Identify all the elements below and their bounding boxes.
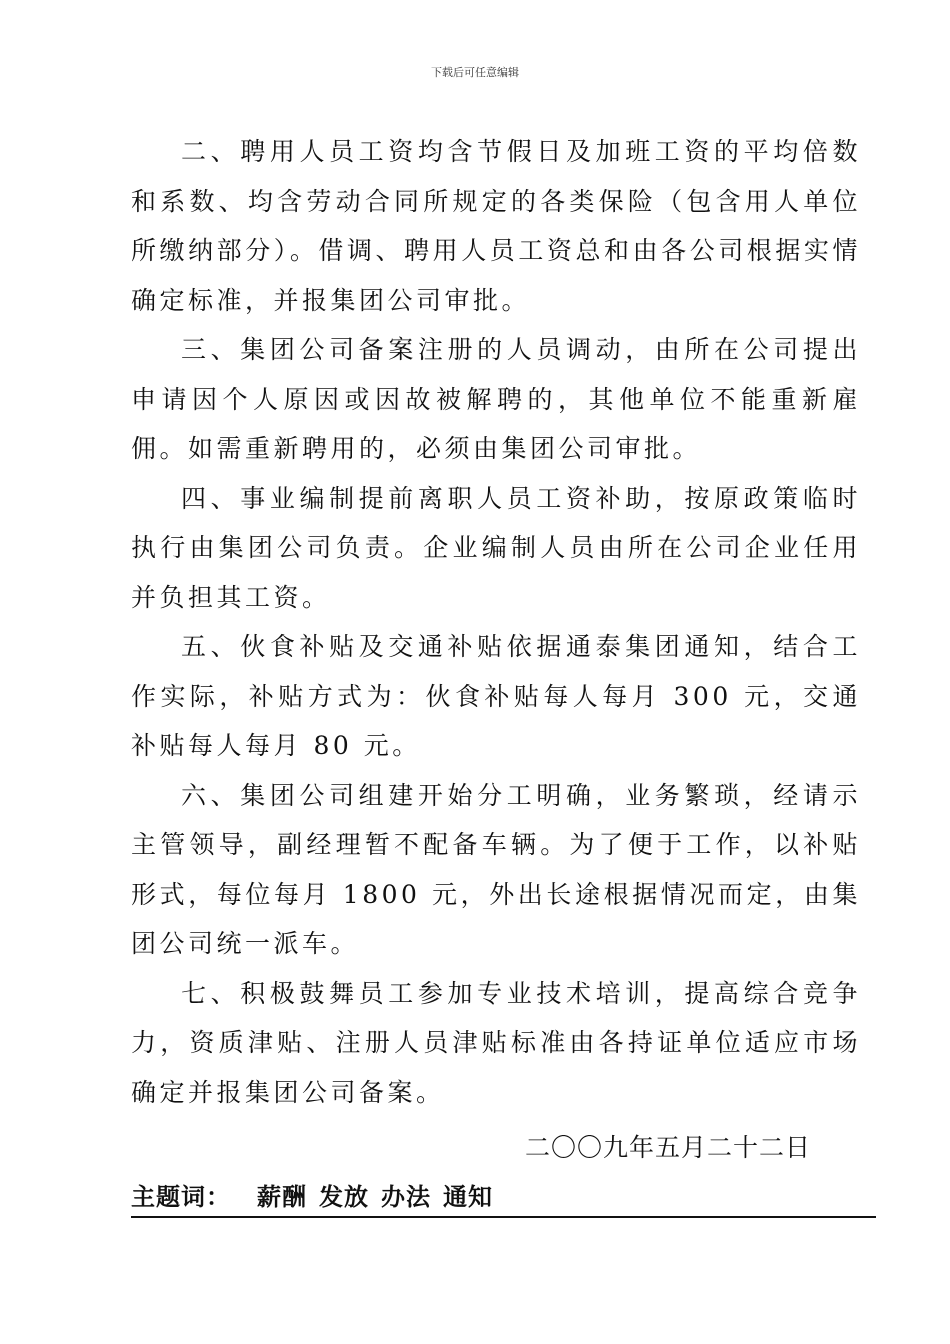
paragraph-4: 四、事业编制提前离职人员工资补助，按原政策临时执行由集团公司负责。企业编制人员由所在公司企业任用并负担其工资。 [131,483,861,612]
document-date: 二〇〇九年五月二十二日 [525,1133,812,1162]
subject-keyword: 发放 [319,1183,369,1211]
subject-keyword: 薪酬 [257,1183,307,1211]
subject-label: 主题词： [131,1183,231,1211]
paragraph-7: 七、积极鼓舞员工参加专业技术培训，提高综合竞争力，资质津贴、注册人员津贴标准由各持证单位适应市场确定并报集团公司备案。 [131,978,861,1107]
paragraph-2: 二、聘用人员工资均含节假日及加班工资的平均倍数和系数、均含劳动合同所规定的各类保险（包含用人单位所缴纳部分）。借调、聘用人员工资总和由各公司根据实情确定标准，并报集团公司审批。 [131,137,861,315]
subject-keyword: 办法 [381,1183,431,1211]
header-note: 下载后可任意编辑 [431,66,519,79]
paragraph-6: 六、集团公司组建开始分工明确，业务繁琐，经请示主管领导，副经理暂不配备车辆。为了便于工作，以补贴形式，每位每月 1800 元，外出长途根据情况而定，由集团公司统一派车。 [131,780,861,958]
paragraph-3: 三、集团公司备案注册的人员调动，由所在公司提出申请因个人原因或因故被解聘的，其他单位不能重新雇佣。如需重新聘用的，必须由集团公司审批。 [131,335,861,463]
subject-keyword: 通知 [443,1183,493,1211]
bottom-rule [131,1216,876,1218]
document-body [131,127,861,1117]
subject-line [131,1177,505,1212]
paragraph-5: 五、伙食补贴及交通补贴依据通泰集团通知，结合工作实际，补贴方式为：伙食补贴每人每月 300 元，交通补贴每人每月 80 元。 [131,632,861,760]
